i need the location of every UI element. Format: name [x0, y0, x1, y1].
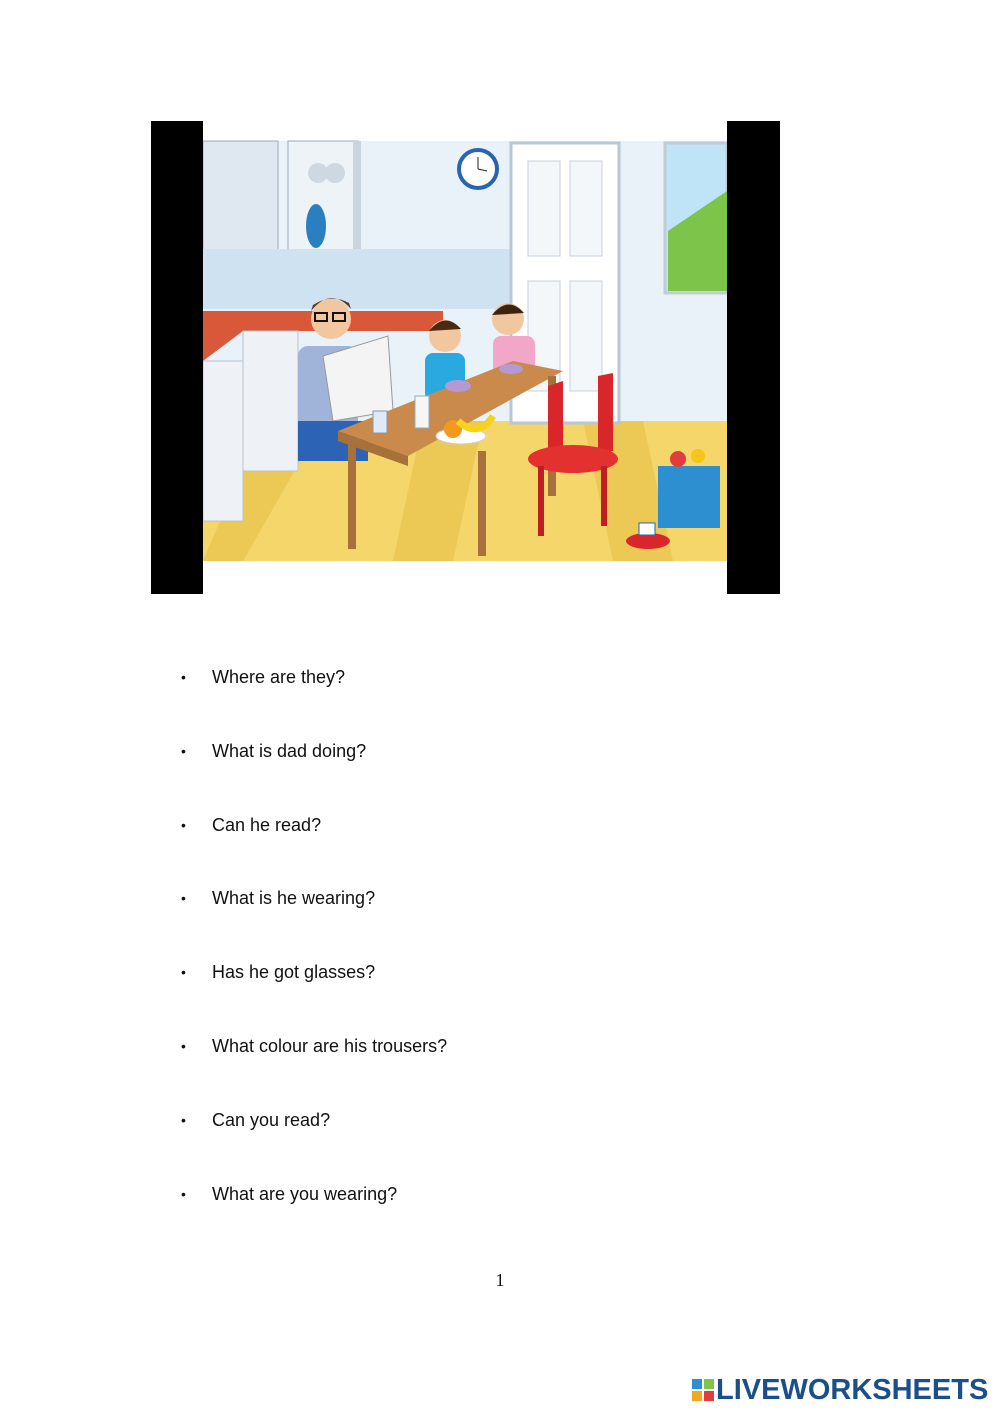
- question-text: Has he got glasses?: [212, 962, 376, 983]
- bullet-icon: •: [181, 816, 186, 833]
- question-text: Can you read?: [212, 1109, 331, 1130]
- page-number: 1: [495, 1270, 505, 1290]
- kitchen-scene-image: [203, 121, 727, 594]
- list-item: [181, 1181, 447, 1255]
- list-item: [181, 1033, 447, 1107]
- list-item: [181, 885, 447, 959]
- liveworksheets-logo-icon: [692, 1379, 714, 1401]
- list-item: [181, 812, 447, 886]
- kitchen-illustration: [151, 121, 780, 594]
- bullet-icon: •: [181, 1037, 186, 1054]
- list-item: [181, 738, 447, 812]
- brand-text: LIVEWORKSHEETS: [716, 1373, 989, 1406]
- bullet-icon: •: [181, 742, 186, 759]
- question-text: What colour are his trousers?: [212, 1035, 448, 1056]
- question-text: Can he read?: [212, 814, 322, 835]
- list-item: [181, 664, 447, 738]
- bullet-icon: •: [181, 1111, 186, 1128]
- liveworksheets-brand[interactable]: [692, 1374, 988, 1406]
- question-list: [181, 664, 447, 1254]
- bullet-icon: •: [181, 669, 186, 685]
- list-item: [181, 1107, 447, 1181]
- bullet-icon: •: [181, 1185, 186, 1202]
- list-item: [181, 959, 447, 1033]
- question-text: Where are they?: [212, 667, 346, 687]
- question-text: What is he wearing?: [212, 888, 376, 909]
- bullet-icon: •: [181, 964, 186, 981]
- question-text: What are you wearing?: [212, 1183, 398, 1204]
- bullet-icon: •: [181, 890, 186, 907]
- question-text: What is dad doing?: [212, 740, 367, 761]
